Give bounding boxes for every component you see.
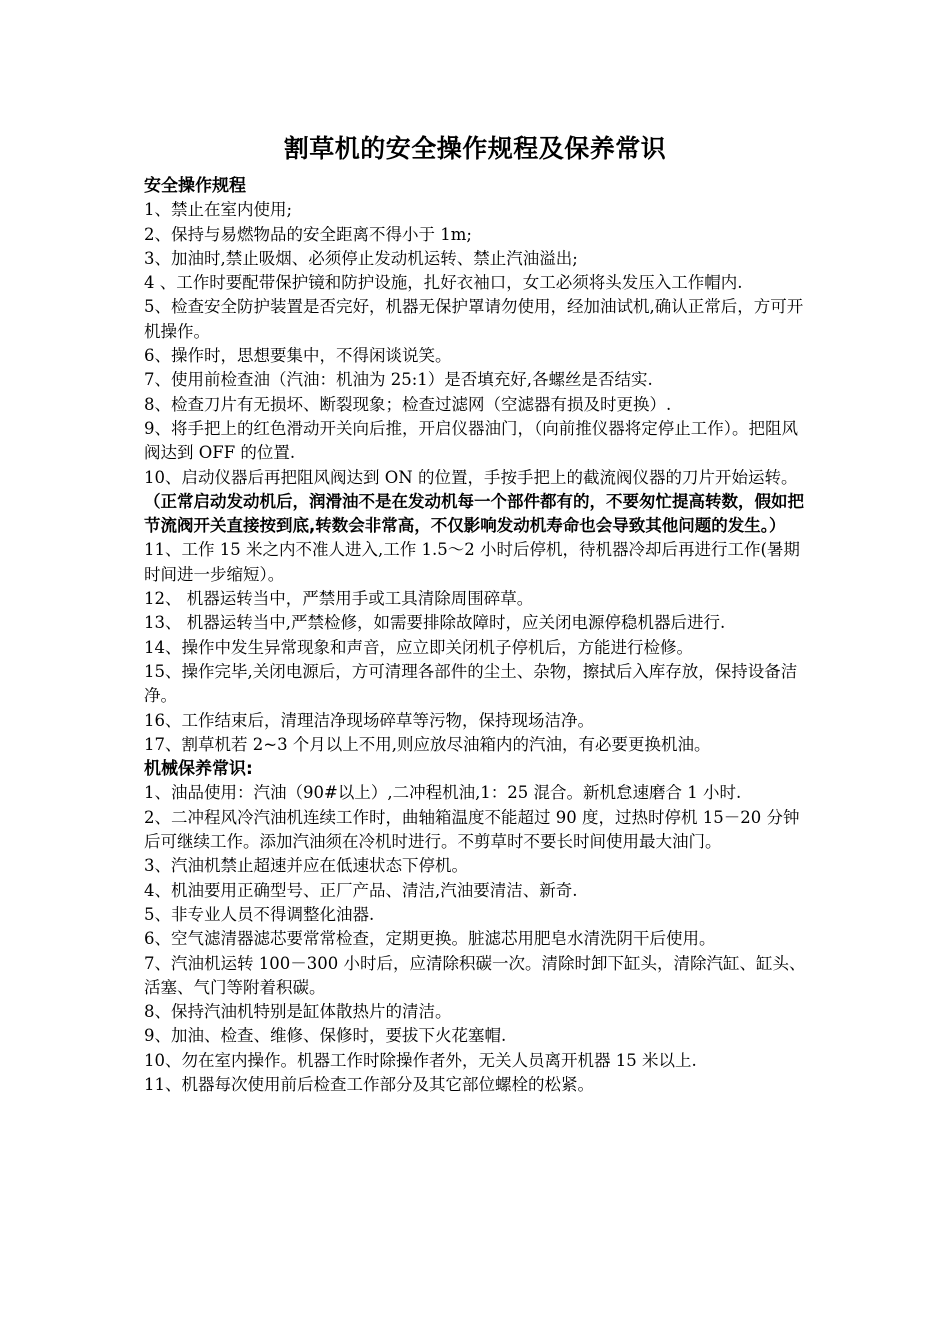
safety-item-16: 16、工作结束后，清理洁净现场碎草等污物，保持现场洁净。	[144, 710, 594, 730]
safety-item-17: 17、割草机若 2~3 个月以上不用,则应放尽油箱内的汽油，有必要更换机油。	[144, 734, 711, 754]
safety-item-14: 14、操作中发生异常现象和声音，应立即关闭机子停机后，方能进行检修。	[144, 637, 693, 657]
maintenance-item-6: 6、空气滤清器滤芯要常常检查，定期更换。脏滤芯用肥皂水清洗阴干后使用。	[144, 929, 716, 949]
safety-item-9: 9、将手把上的红色滑动开关向后推，开启仪器油门，（向前推仪器将定停止工作）。把阻风阀达到 OFF 的位置.	[144, 418, 798, 463]
document-body	[144, 174, 812, 1097]
safety-item-2: 2、保持与易燃物品的安全距离不得小于 1m;	[144, 224, 472, 244]
safety-item-7: 7、使用前检查油（汽油：机油为 25:1）是否填充好,各螺丝是否结实.	[144, 370, 653, 390]
safety-item-4: 4 、工作时要配带保护镜和防护设施，扎好衣袖口，女工必须将头发压入工作帽内.	[144, 273, 743, 293]
maintenance-item-9: 9、加油、检查、维修、保修时，要拔下火花塞帽.	[144, 1026, 507, 1046]
section-heading-safety: 安全操作规程	[144, 176, 246, 196]
section-heading-maintenance: 机械保养常识:	[144, 759, 253, 780]
maintenance-item-10: 10、勿在室内操作。机器工作时除操作者外，无关人员离开机器 15 米以上.	[144, 1050, 697, 1070]
safety-item-10-note: （正常启动发动机后，润滑油不是在发动机每一个部件都有的，不要匆忙提高转数，假如把节流阀开关直接按到底,转数会非常高，不仅影响发动机寿命也会导致其他问题的发生。）	[144, 491, 804, 536]
maintenance-item-5: 5、非专业人员不得调整化油器.	[144, 904, 375, 924]
safety-item-8: 8、检查刀片有无损坏、断裂现象；检查过滤网（空滤器有损及时更换）.	[144, 394, 672, 414]
safety-item-3: 3、加油时,禁止吸烟、必须停止发动机运转、禁止汽油溢出;	[144, 248, 578, 268]
safety-item-12: 12、 机器运转当中，严禁用手或工具清除周围碎草。	[144, 589, 534, 609]
maintenance-item-8: 8、保持汽油机特别是缸体散热片的清洁。	[144, 1002, 452, 1022]
document-title: 割草机的安全操作规程及保养常识	[283, 134, 667, 163]
safety-item-5: 5、检查安全防护装置是否完好，机器无保护罩请勿使用，经加油试机,确认正常后，方可开机操作。	[144, 297, 804, 341]
safety-item-15: 15、操作完毕,关闭电源后，方可清理各部件的尘土、杂物，擦拭后入库存放，保持设备洁净。	[144, 661, 798, 706]
maintenance-item-1: 1、油品使用：汽油（90#以上）,二冲程机油,1：25 混合。新机怠速磨合 1 小时.	[144, 783, 742, 803]
maintenance-item-4: 4、机油要用正确型号、正厂产品、清洁,汽油要清洁、新奇.	[144, 880, 578, 900]
safety-item-10	[144, 466, 812, 539]
safety-item-10-text: 10、启动仪器后再把阻风阀达到 ON 的位置，手按手把上的截流阀仪器的刀片开始运转。	[144, 467, 798, 487]
maintenance-item-2: 2、二冲程风冷汽油机连续工作时，曲轴箱温度不能超过 90 度，过热时停机 15－20 分钟后可继续工作。添加汽油须在冷机时进行。不剪草时不要长时间使用最大油门。	[144, 807, 800, 852]
safety-item-13: 13、 机器运转当中,严禁检修，如需要排除故障时，应关闭电源停稳机器后进行.	[144, 613, 726, 633]
maintenance-item-7: 7、汽油机运转 100－300 小时后，应清除积碳一次。清除时卸下缸头，清除汽缸、缸头、活塞、气门等附着积碳。	[144, 953, 806, 997]
maintenance-item-11: 11、机器每次使用前后检查工作部分及其它部位螺栓的松紧。	[144, 1074, 594, 1094]
safety-item-6: 6、操作时，思想要集中，不得闲谈说笑。	[144, 346, 452, 366]
maintenance-item-3: 3、汽油机禁止超速并应在低速状态下停机。	[144, 856, 468, 876]
safety-item-11: 11、工作 15 米之内不准人进入,工作 1.5～2 小时后停机，待机器冷却后再进行工作(暑期时间进一步缩短）。	[144, 540, 800, 584]
safety-item-1: 1、禁止在室内使用;	[144, 200, 293, 220]
